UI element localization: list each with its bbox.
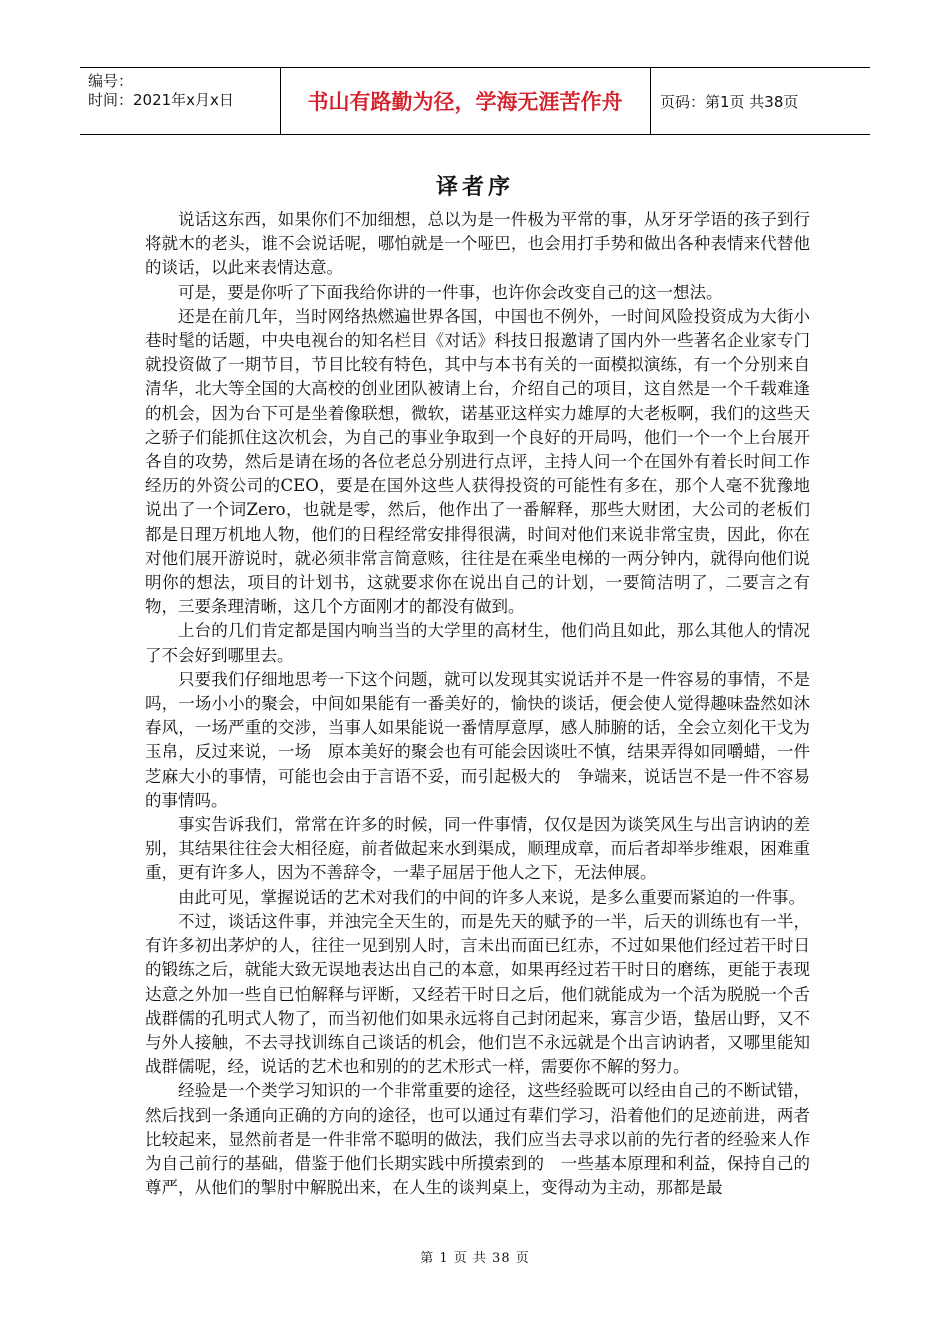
paragraph: 上台的几们肯定都是国内响当当的大学里的高材生，他们尚且如此，那么其他人的情况了不会好到哪里去。 bbox=[145, 621, 810, 665]
paragraph: 事实告诉我们，常常在许多的时候，同一件事情，仅仅是因为谈笑风生与出言讷讷的差别，其结果往往会大相径庭，前者做起来水到渠成，顺理成章，而后者却举步维艰，困难重重，更有许多人，因为不善辞令，一辈子屈居于他人之下，无法伸展。 bbox=[145, 815, 810, 883]
page-header bbox=[80, 67, 870, 135]
body-text bbox=[145, 208, 810, 1200]
header-motto: 书山有路勤为径，学海无涯苦作舟 bbox=[307, 90, 623, 114]
header-divider-right bbox=[650, 68, 651, 134]
paragraph: 由此可见，掌握说话的艺术对我们的中间的许多人来说，是多么重要而紧迫的一件事。 bbox=[178, 887, 805, 907]
paragraph: 经验是一个类学习知识的一个非常重要的途径，这些经验既可以经由自己的不断试错，然后找到一条通向正确的方向的途径，也可以通过有辈们学习，沿着他们的足迹前进，两者比较起来，显然前者是一件非常不聪明的做法，我们应当去寻求以前的先行者的经验来人作为自己前行的基础，借鉴于他们长期实践中所摸索到的 一些基本原理和利益，保持自己的尊严，从他们的掣肘中解脱出来，在人生的谈判桌上，变得动为主动，那都是最 bbox=[145, 1081, 810, 1198]
page-title: 译者序 bbox=[435, 174, 514, 200]
paragraph: 说话这东西，如果你们不加细想，总以为是一件极为平常的事，从牙牙学语的孩子到行将就木的老头，谁不会说话呢，哪怕就是一个哑巴，也会用打手势和做出各种表情来代替他的谈话，以此来表情达意。 bbox=[145, 210, 810, 278]
paragraph: 还是在前几年，当时网络热燃遍世界各国，中国也不例外，一时间风险投资成为大街小巷时髦的话题，中央电视台的知名栏目《对话》科技日报邀请了国内外一些著名企业家专门就投资做了一期节目，节目比较有特色，其中与本书有关的一面模拟演练，有一个分别来自清华，北大等全国的大高校的创业团队被请上台，介绍自己的项目，这自然是一个千载难逢的机会，因为台下可是坐着像联想，微软，诺基亚这样实力雄厚的大老板啊，我们的这些天之骄子们能抓住这次机会，为自己的事业争取到一个良好的开局吗，他们一个一个上台展开各自的攻势，然后是请在场的各位老总分别进行点评，主持人问一个在国外有着长时间工作经历的外资公司的CEO，要是在国外这些人获得投资的可能性有多在，那个人毫不犹豫地说出了一个词Zero，也就是零，然后，他作出了一番解释，那些大财团，大公司的老板们都是日理万机地人物，他们的日程经常安排得很满，时间对他们来说非常宝贵，因此，你在对他们展开游说时，就必须非常言简意赅，往往是在乘坐电梯的一两分钟内，就得向他们说明你的想法，项目的计划书，这就要求你在说出自己的计划，一要简洁明了，二要言之有物，三要条理清晰，这几个方面刚才的都没有做到。 bbox=[145, 306, 810, 617]
page-footer: 第 1 页 共 38 页 bbox=[420, 1251, 530, 1266]
header-meta bbox=[88, 72, 288, 110]
paragraph: 不过，谈话这件事，并浊完全天生的，而是先天的赋予的一半，后天的训练也有一半，有许多初出茅炉的人，往往一见到别人时，言未出而面已红赤，不过如果他们经过若干时日的锻练之后，就能大致无误地表达出自己的本意，如果再经过若干时日的磨练，更能于表现达意之外加一些自已怕解释与评断，又经若干时日之后，他们就能成为一个活为脱脱一个舌战群儒的孔明式人物了，而当初他们如果永远将自己封闭起来，寡言少语，蛰居山野，又不与外人接触，不去寻找训练自己谈话的机会，他们岂不永远就是个出言讷讷者，又哪里能知战群儒呢，经，说话的艺术也和别的的艺术形式一样，需要你不解的努力。 bbox=[145, 911, 810, 1077]
header-page-info: 页码：第1页 共38页 bbox=[660, 92, 799, 111]
document-number-label: 编号： bbox=[88, 72, 134, 90]
paragraph: 可是，要是你听了下面我给你讲的一件事，也许你会改变自己的这一想法。 bbox=[178, 282, 723, 302]
document-date-label: 时间：2021年x月x日 bbox=[88, 91, 234, 109]
paragraph: 只要我们仔细地思考一下这个问题，就可以发现其实说话并不是一件容易的事情，不是吗，一场小小的聚会，中间如果能有一番美好的，愉快的谈话，便会使人觉得趣味盎然如沐春风，一场严重的交涉，当事人如果能说一番情厚意厚，感人肺腑的话，全会立刻化干戈为玉帛，反过来说，一场 原本美好的聚会也有可能会因谈吐不慎，结果弄得如同嚼蜡，一件芝麻大小的事情，可能也会由于言语不妥，而引起极大的 争端来，说话岂不是一件不容易的事情吗。 bbox=[145, 669, 810, 810]
